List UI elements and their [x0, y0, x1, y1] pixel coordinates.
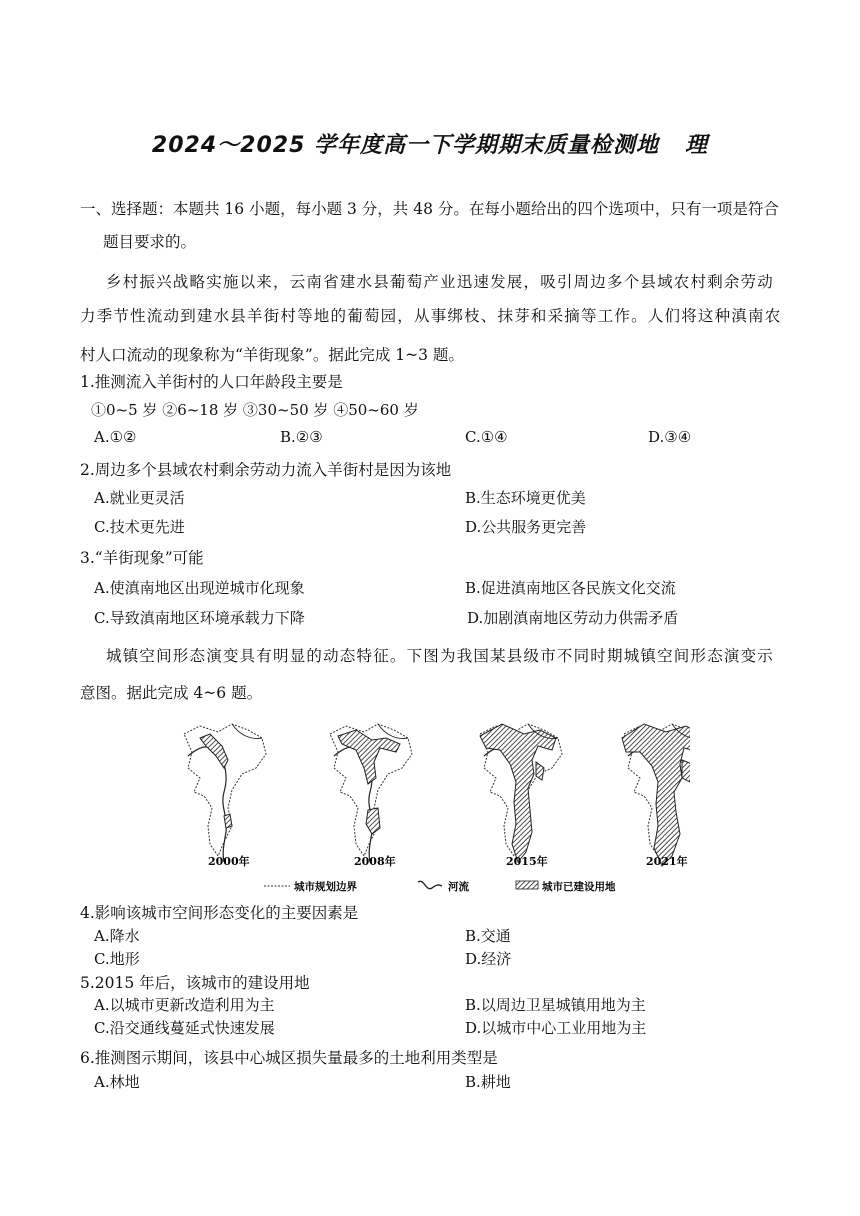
river-2000: [188, 747, 226, 862]
q1-stem: 1.推测流入羊街村的人口年龄段主要是: [80, 373, 343, 391]
q2-option-c: C.技术更先进: [94, 518, 185, 536]
q2-option-d: D.公共服务更完善: [465, 518, 587, 536]
figure-legend: [264, 880, 616, 893]
q5-stem: 5.2015 年后，该城市的建设用地: [80, 974, 310, 992]
q6-stem: 6.推测图示期间，该县中心城区损失量最多的土地利用类型是: [80, 1049, 498, 1067]
built-area-2021: [622, 724, 690, 866]
q6-option-b: B.耕地: [465, 1073, 511, 1091]
legend-river-swatch: [418, 881, 442, 888]
q3-option-c: C.导致滇南地区环境承载力下降: [94, 609, 305, 627]
q4-stem: 4.影响该城市空间形态变化的主要因素是: [80, 904, 359, 922]
q2-stem: 2.周边多个县域农村剩余劳动力流入羊街村是因为该地: [80, 461, 452, 479]
map-panel-2021: [622, 724, 690, 866]
q3-option-b: B.促进滇南地区各民族文化交流: [465, 579, 676, 597]
section-instruction-line2: 题目要求的。: [103, 233, 197, 251]
q1-choices: ①0~5 岁 ②6~18 岁 ③30~50 岁 ④50~60 岁: [91, 401, 419, 419]
passage2-line1: 城镇空间形态演变具有明显的动态特征。下图为我国某县级市不同时期城镇空间形态演变示: [106, 647, 775, 665]
built-area-2000: [200, 734, 228, 768]
year-label-2000: 2000年: [208, 855, 250, 868]
map-panel-2000: [184, 724, 266, 862]
passage2-line2: 意图。据此完成 4~6 题。: [80, 684, 263, 702]
q1-option-c: C.①④: [465, 428, 508, 446]
year-label-2015: 2015年: [506, 855, 548, 868]
year-label-2021: 2021年: [646, 855, 688, 868]
page-title: [0, 128, 860, 159]
legend-river-label: 河流: [448, 881, 469, 893]
legend-built-label: 城市已建设用地: [542, 881, 616, 893]
q5-option-a: A.以城市更新改造利用为主: [94, 996, 275, 1014]
built-area-2021-b: [682, 760, 690, 782]
q5-option-d: D.以城市中心工业用地为主: [465, 1019, 647, 1037]
q4-option-d: D.经济: [465, 950, 512, 968]
q3-option-d: D.加剧滇南地区劳动力供需矛盾: [467, 609, 679, 627]
q2-option-a: A.就业更灵活: [94, 489, 185, 507]
q5-option-b: B.以周边卫星城镇用地为主: [465, 996, 646, 1014]
passage1-line2: 力季节性流动到建水县羊街村等地的葡萄园，从事绑枝、抹芽和采摘等工作。人们将这种滇南农: [80, 307, 782, 325]
title-main: 2024～2025 学年度高一下学期期末质量检测地: [151, 133, 660, 158]
q1-option-b: B.②③: [280, 428, 323, 446]
q6-option-a: A.林地: [94, 1073, 140, 1091]
legend-built-swatch: [516, 881, 538, 889]
passage1-line1: 乡村振兴战略实施以来，云南省建水县葡萄产业迅速发展，吸引周边多个县域农村剩余劳动: [106, 273, 775, 291]
section-instruction-line1: 一、选择题：本题共 16 小题，每小题 3 分，共 48 分。在每小题给出的四个选项中，只有一项是符合: [80, 200, 779, 218]
urban-form-figure: [170, 716, 690, 896]
q1-option-a: A.①②: [94, 428, 137, 446]
q3-option-a: A.使滇南地区出现逆城市化现象: [94, 579, 305, 597]
q4-option-a: A.降水: [94, 927, 140, 945]
title-last: 理: [685, 133, 709, 158]
q2-option-b: B.生态环境更优美: [465, 489, 586, 507]
q1-option-d: D.③④: [648, 428, 692, 446]
year-label-2008: 2008年: [354, 855, 396, 868]
map-panel-2015: [480, 724, 562, 862]
built-area-2015-b: [536, 762, 544, 780]
q4-option-b: B.交通: [465, 927, 511, 945]
map-panel-2008: [330, 724, 412, 862]
built-area-2008-b: [366, 808, 380, 834]
q4-option-c: C.地形: [94, 950, 140, 968]
q3-stem: 3.“羊街现象”可能: [80, 549, 204, 567]
legend-boundary-label: 城市规划边界: [294, 881, 357, 893]
built-area-2008: [338, 730, 400, 784]
built-area-2000-b: [224, 814, 232, 828]
passage1-line3: 村人口流动的现象称为“羊街现象”。据此完成 1~3 题。: [80, 346, 464, 364]
q5-option-c: C.沿交通线蔓延式快速发展: [94, 1019, 275, 1037]
